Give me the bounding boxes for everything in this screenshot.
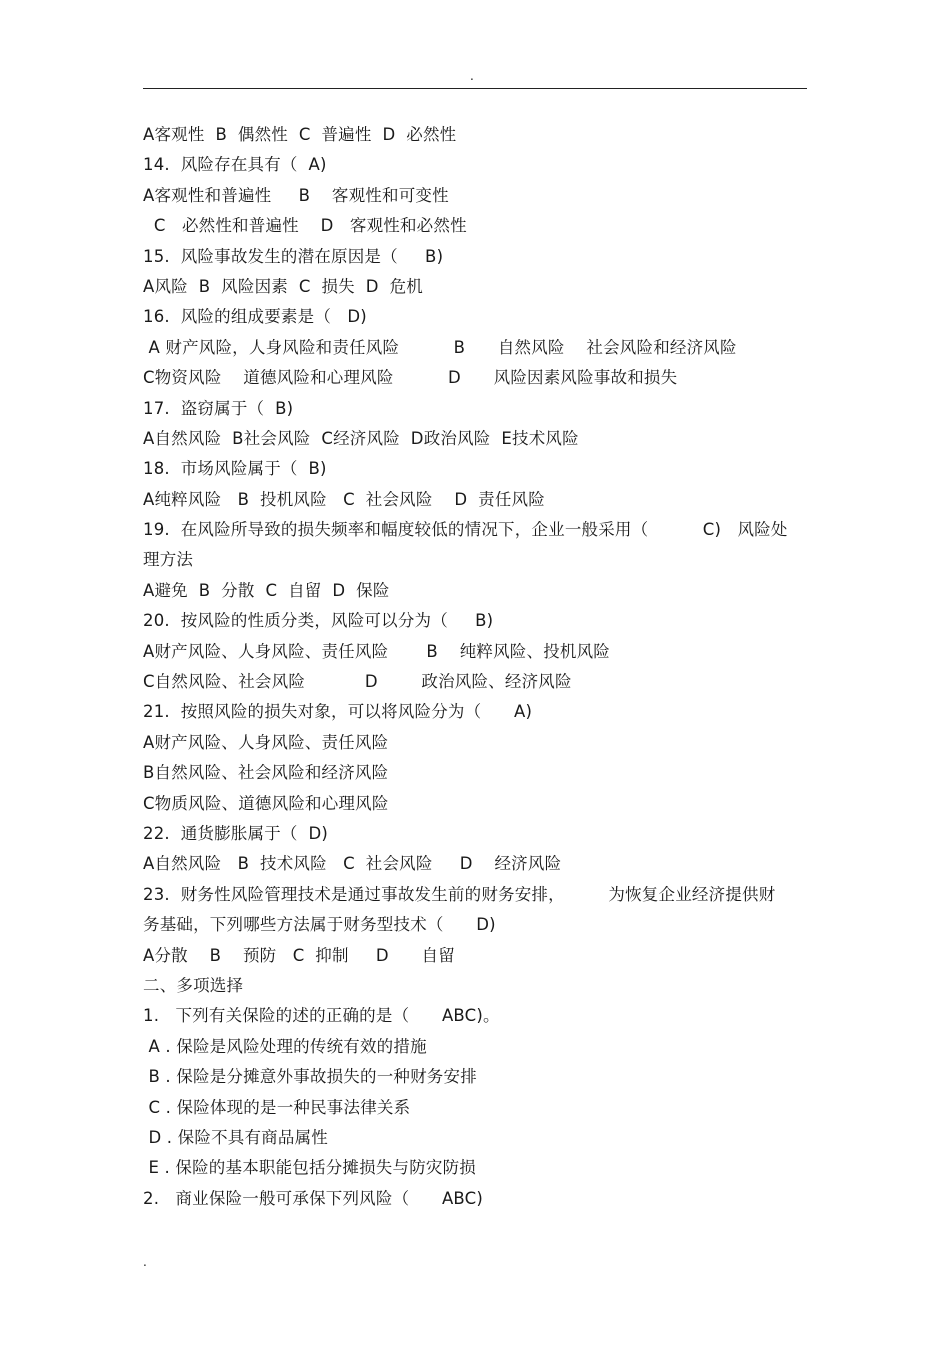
option-line: A . 保险是风险处理的传统有效的措施 bbox=[143, 1036, 427, 1056]
text-line: A纯粹风险 B 投机风险 C 社会风险 D 责任风险 bbox=[143, 489, 545, 509]
text-line: C自然风险、社会风险 D 政治风险、经济风险 bbox=[143, 672, 572, 692]
text-line: C物质风险、道德风险和心理风险 bbox=[143, 793, 389, 813]
footer-mark: . bbox=[143, 1255, 147, 1269]
text-line: A风险 B 风险因素 C 损失 D 危机 bbox=[143, 276, 423, 296]
option-line: B . 保险是分摊意外事故损失的一种财务安排 bbox=[143, 1067, 477, 1087]
question-16: 16. 风险的组成要素是（ D) bbox=[143, 307, 367, 327]
question-multi-2: 2. 商业保险一般可承保下列风险（ ABC) bbox=[143, 1188, 484, 1208]
question-23: 23. 财务性风险管理技术是通过事故发生前的财务安排， 为恢复企业经济提供财 bbox=[143, 884, 776, 904]
question-22: 22. 通货膨胀属于（ D) bbox=[143, 823, 329, 843]
question-18: 18. 市场风险属于（ B) bbox=[143, 459, 327, 479]
question-multi-1: 1. 下列有关保险的述的正确的是（ ABC)。 bbox=[143, 1006, 500, 1026]
text-line: B自然风险、社会风险和经济风险 bbox=[143, 763, 389, 783]
text-line: A自然风险 B 技术风险 C 社会风险 D 经济风险 bbox=[143, 854, 562, 874]
text-line: A客观性 B 偶然性 C 普遍性 D 必然性 bbox=[143, 125, 457, 144]
text-line: A客观性和普遍性 B 客观性和可变性 bbox=[143, 185, 449, 205]
text-line: A财产风险、人身风险、责任风险 B 纯粹风险、投机风险 bbox=[143, 641, 611, 661]
option-line: C . 保险体现的是一种民事法律关系 bbox=[143, 1097, 411, 1117]
text-line: C 必然性和普遍性 D 客观性和必然性 bbox=[143, 216, 467, 236]
section-heading: 二、多项选择 bbox=[143, 975, 244, 995]
text-line: C物资风险 道德风险和心理风险 D 风险因素风险事故和损失 bbox=[143, 368, 678, 388]
text-line: A 财产风险，人身风险和责任风险 B 自然风险 社会风险和经济风险 bbox=[143, 337, 737, 357]
text-line: A财产风险、人身风险、责任风险 bbox=[143, 732, 389, 752]
option-line: D . 保险不具有商品属性 bbox=[143, 1127, 328, 1147]
text-line: 务基础，下列哪些方法属于财务型技术（ D) bbox=[143, 915, 496, 935]
text-line: A分散 B 预防 C 抑制 D 自留 bbox=[143, 945, 455, 965]
question-21: 21. 按照风险的损失对象，可以将风险分为（ A) bbox=[143, 702, 533, 722]
text-line: A避免 B 分散 C 自留 D 保险 bbox=[143, 580, 390, 600]
text-line: A自然风险 B社会风险 C经济风险 D政治风险 E技术风险 bbox=[143, 428, 579, 448]
option-line: E . 保险的基本职能包括分摊损失与防灾防损 bbox=[143, 1158, 477, 1178]
document-body bbox=[143, 120, 807, 1214]
question-15: 15. 风险事故发生的潜在原因是（ B) bbox=[143, 246, 444, 266]
question-20: 20. 按风险的性质分类，风险可以分为（ B) bbox=[143, 611, 494, 631]
header-mark: . bbox=[470, 69, 474, 83]
question-14: 14. 风险存在具有（ A) bbox=[143, 155, 327, 175]
text-line: 理方法 bbox=[143, 550, 194, 570]
header-rule bbox=[143, 88, 807, 89]
question-17: 17. 盗窃属于（ B) bbox=[143, 398, 294, 418]
question-19: 19. 在风险所导致的损失频率和幅度较低的情况下，企业一般采用（ C) 风险处 bbox=[143, 520, 788, 540]
